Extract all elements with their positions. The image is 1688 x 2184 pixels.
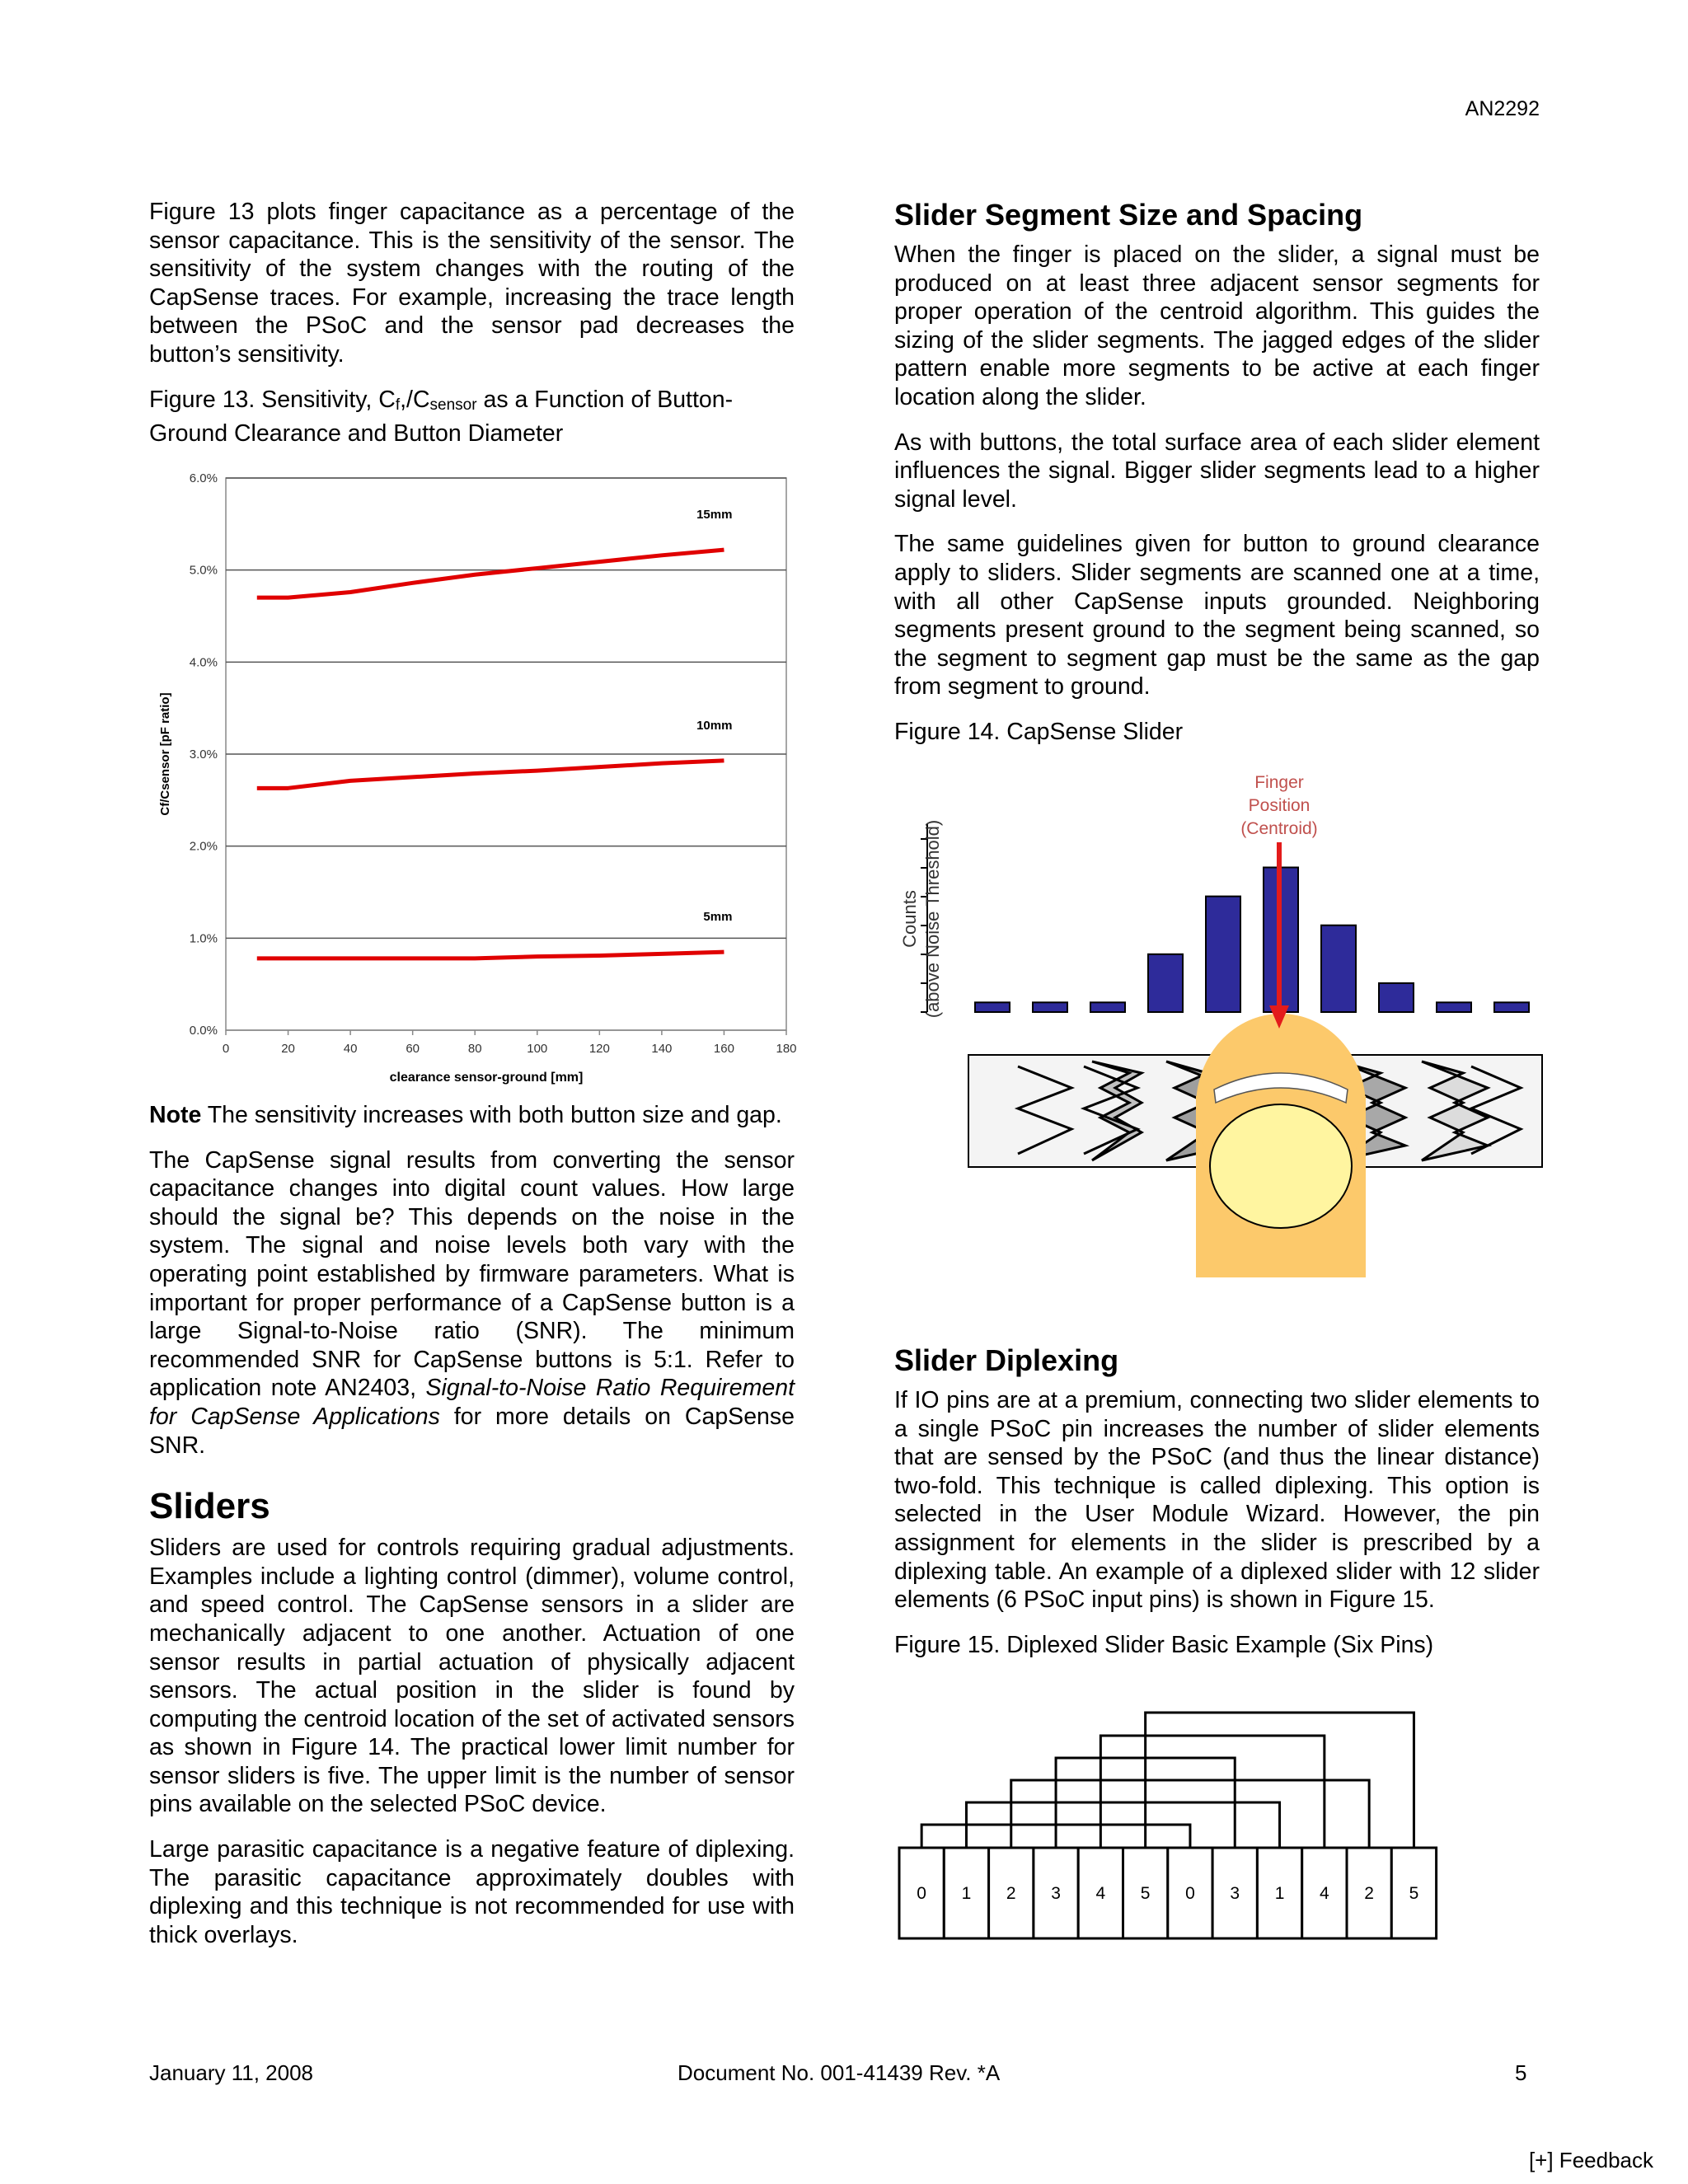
count-bar — [1090, 1002, 1125, 1012]
diplex-wires — [921, 1713, 1414, 1848]
count-bar — [1148, 954, 1183, 1012]
x-tick-label: 160 — [713, 1042, 734, 1056]
segment-paragraph-1: When the finger is placed on the slider, a signal must be produced on at least three adjacent sensor segments for proper operation of the centroid algorithm. This guides the sizing of the slider segments. The jagged edges of the slider pattern enable more segments to be active at each finger location along the slider. — [894, 241, 1540, 410]
sliders-heading: Sliders — [149, 1486, 270, 1527]
noise-threshold-label: (above Noise Threshold) — [922, 819, 943, 1019]
diplex-cell-label: 3 — [1051, 1884, 1061, 1903]
x-tick-label: 80 — [467, 1042, 482, 1056]
count-bar — [1033, 1002, 1067, 1012]
diplex-cell-label: 2 — [1006, 1884, 1016, 1903]
x-tick-label: 140 — [651, 1042, 673, 1056]
diplex-cell-label: 1 — [1274, 1884, 1285, 1903]
sensitivity-chart — [149, 462, 800, 1088]
segment-paragraph-3: The same guidelines given for button to ground clearance apply to sliders. Slider segments are scanned one at a time, with all other CapSense inputs grounded. Neighboring segments present ground to the segment being scanned, so the segment to segment gap must be the same as the gap from segment to ground. — [894, 531, 1540, 701]
y-tick-label: 1.0% — [189, 931, 218, 946]
left-column-bottom — [149, 1101, 795, 1966]
x-tick-label: 120 — [588, 1042, 610, 1056]
diplex-cell-label: 4 — [1320, 1884, 1329, 1903]
capsense-slider-figure — [894, 766, 1545, 1294]
count-bar — [1437, 1002, 1471, 1012]
feedback-link[interactable]: [+] Feedback — [1528, 2148, 1653, 2172]
figure-13-caption: Figure 13. Sensitivity, $C_f,/C_{sensor}$ as a Function of Button-Ground Clearance and Button Diameter — [149, 386, 734, 448]
diplex-cell-label: 5 — [1409, 1884, 1419, 1903]
centroid-label: (Centroid) — [1240, 819, 1318, 838]
x-tick-labels — [223, 1042, 797, 1056]
diplex-cell-label: 3 — [1230, 1884, 1240, 1903]
finger-label: Finger — [1254, 773, 1304, 792]
diplex-cell-label: 5 — [1140, 1884, 1151, 1903]
left-column-top — [149, 198, 795, 465]
diplexing-paragraph: If IO pins are at a premium, connecting two slider elements to a single PSoC pin increases the number of slider elements that are sensed by the PSoC (and thus the linear distance) two-fold. This technique is called diplexing. This option is selected in the User Module Wizard. However, the pin assignment for elements in the slider is prescribed by a diplexing table. An example of a diplexed slider with 12 slider elements (6 PSoC input pins) is shown in Figure 15. — [894, 1387, 1540, 1614]
count-bar — [1494, 1002, 1529, 1012]
figure-14-caption: Figure 14. CapSense Slider — [894, 718, 1184, 745]
x-tick-label: 0 — [222, 1042, 230, 1056]
x-tick-label: 20 — [281, 1042, 295, 1056]
slider-segment-heading: Slider Segment Size and Spacing — [894, 198, 1363, 232]
x-tick-label: 40 — [343, 1042, 358, 1056]
y-tick-label: 0.0% — [189, 1024, 218, 1038]
slider-diplexing-heading: Slider Diplexing — [894, 1343, 1119, 1377]
y-axis-label: Cf/Csensor [pF ratio] — [158, 692, 172, 816]
right-column-top — [894, 198, 1540, 763]
diplex-cell-label: 0 — [917, 1884, 926, 1903]
diplex-cell-label: 0 — [1185, 1884, 1195, 1903]
y-tick-label: 6.0% — [189, 471, 218, 485]
diplex-cell-label: 4 — [1095, 1884, 1106, 1903]
figure-15-caption: Figure 15. Diplexed Slider Basic Example (Six Pins) — [894, 1631, 1434, 1658]
count-bar — [975, 1002, 1010, 1012]
snr-paragraph: The CapSense signal results from converting the sensor capacitance changes into digital count values. How large should the signal be? This depends on the noise in the system. The signal and noise levels both vary with the operating point established by firmware parameters. What is important for proper performance of a CapSense button is a large Signal-to-Noise ratio (SNR). The minimum recommended SNR for CapSense buttons is 5:1. Refer to application note AN2403, Signal-to-Noise Ratio Requirement for CapSense Applications for more details on CapSense SNR. — [149, 1146, 795, 1459]
diplex-cells — [899, 1848, 1437, 1938]
document-id-header: AN2292 — [1465, 97, 1540, 120]
finger-illustration — [1196, 1014, 1366, 1277]
count-bar — [1379, 983, 1414, 1012]
diplex-wire — [1100, 1736, 1325, 1848]
y-tick-labels — [190, 471, 218, 1038]
parasitic-paragraph: Large parasitic capacitance is a negative feature of diplexing. The parasitic capacitance approximately doubles with diplexing and this technique is not recommended for use with thick overlays. — [149, 1836, 795, 1948]
series-label-10mm: 10mm — [696, 718, 733, 733]
x-tick-label: 100 — [527, 1042, 548, 1056]
y-tick-label: 2.0% — [189, 839, 218, 854]
series-label-15mm: 15mm — [696, 508, 733, 523]
y-tick-label: 4.0% — [189, 655, 218, 670]
count-bars — [975, 868, 1529, 1013]
x-tick-label: 180 — [776, 1042, 797, 1056]
series-label-5mm: 5mm — [703, 910, 733, 925]
position-label: Position — [1248, 796, 1311, 815]
diplex-cell-label: 2 — [1364, 1884, 1374, 1903]
intro-paragraph: Figure 13 plots finger capacitance as a percentage of the sensor capacitance. This is the sensitivity of the sensor. The sensitivity of the system changes with the routing of the CapSense traces. For example, increasing the trace length between the PSoC and the sensor pad decreases the button’s sensitivity. — [149, 199, 795, 368]
sliders-paragraph: Sliders are used for controls requiring gradual adjustments. Examples include a lighting control (dimmer), volume control, and speed control. The CapSense sensors in a slider are mechanically adjacent to one another. Actuation of one sensor results in partial actuation of physically adjacent sensors. The actual position in the slider is found by computing the centroid location of the set of activated sensors as shown in Figure 14. The practical lower limit number for sensor sliders is five. The upper limit is the number of sensor pins available on the selected PSoC device. — [149, 1535, 795, 1818]
y-tick-label: 5.0% — [189, 563, 218, 578]
count-bar — [1321, 926, 1356, 1012]
segment-paragraph-2: As with buttons, the total surface area of each slider element influences the signal. Bigger slider segments lead to a higher signal level. — [894, 429, 1540, 513]
footer-doc-number: Document No. 001-41439 Rev. *A — [678, 2060, 1001, 2085]
note-paragraph: Note The sensitivity increases with both button size and gap. — [149, 1102, 782, 1128]
right-column-bottom — [894, 1343, 1540, 1675]
y-tick-label: 3.0% — [189, 748, 218, 762]
diplex-cell-label: 1 — [961, 1884, 972, 1903]
x-tick-label: 60 — [406, 1042, 420, 1056]
footer-page-number: 5 — [1515, 2060, 1527, 2085]
counts-label: Counts — [899, 890, 920, 948]
footer-date: January 11, 2008 — [149, 2060, 313, 2085]
count-bar — [1206, 897, 1240, 1012]
diplexed-slider-figure — [894, 1706, 1545, 1953]
x-axis-label: clearance sensor-ground [mm] — [389, 1071, 584, 1085]
